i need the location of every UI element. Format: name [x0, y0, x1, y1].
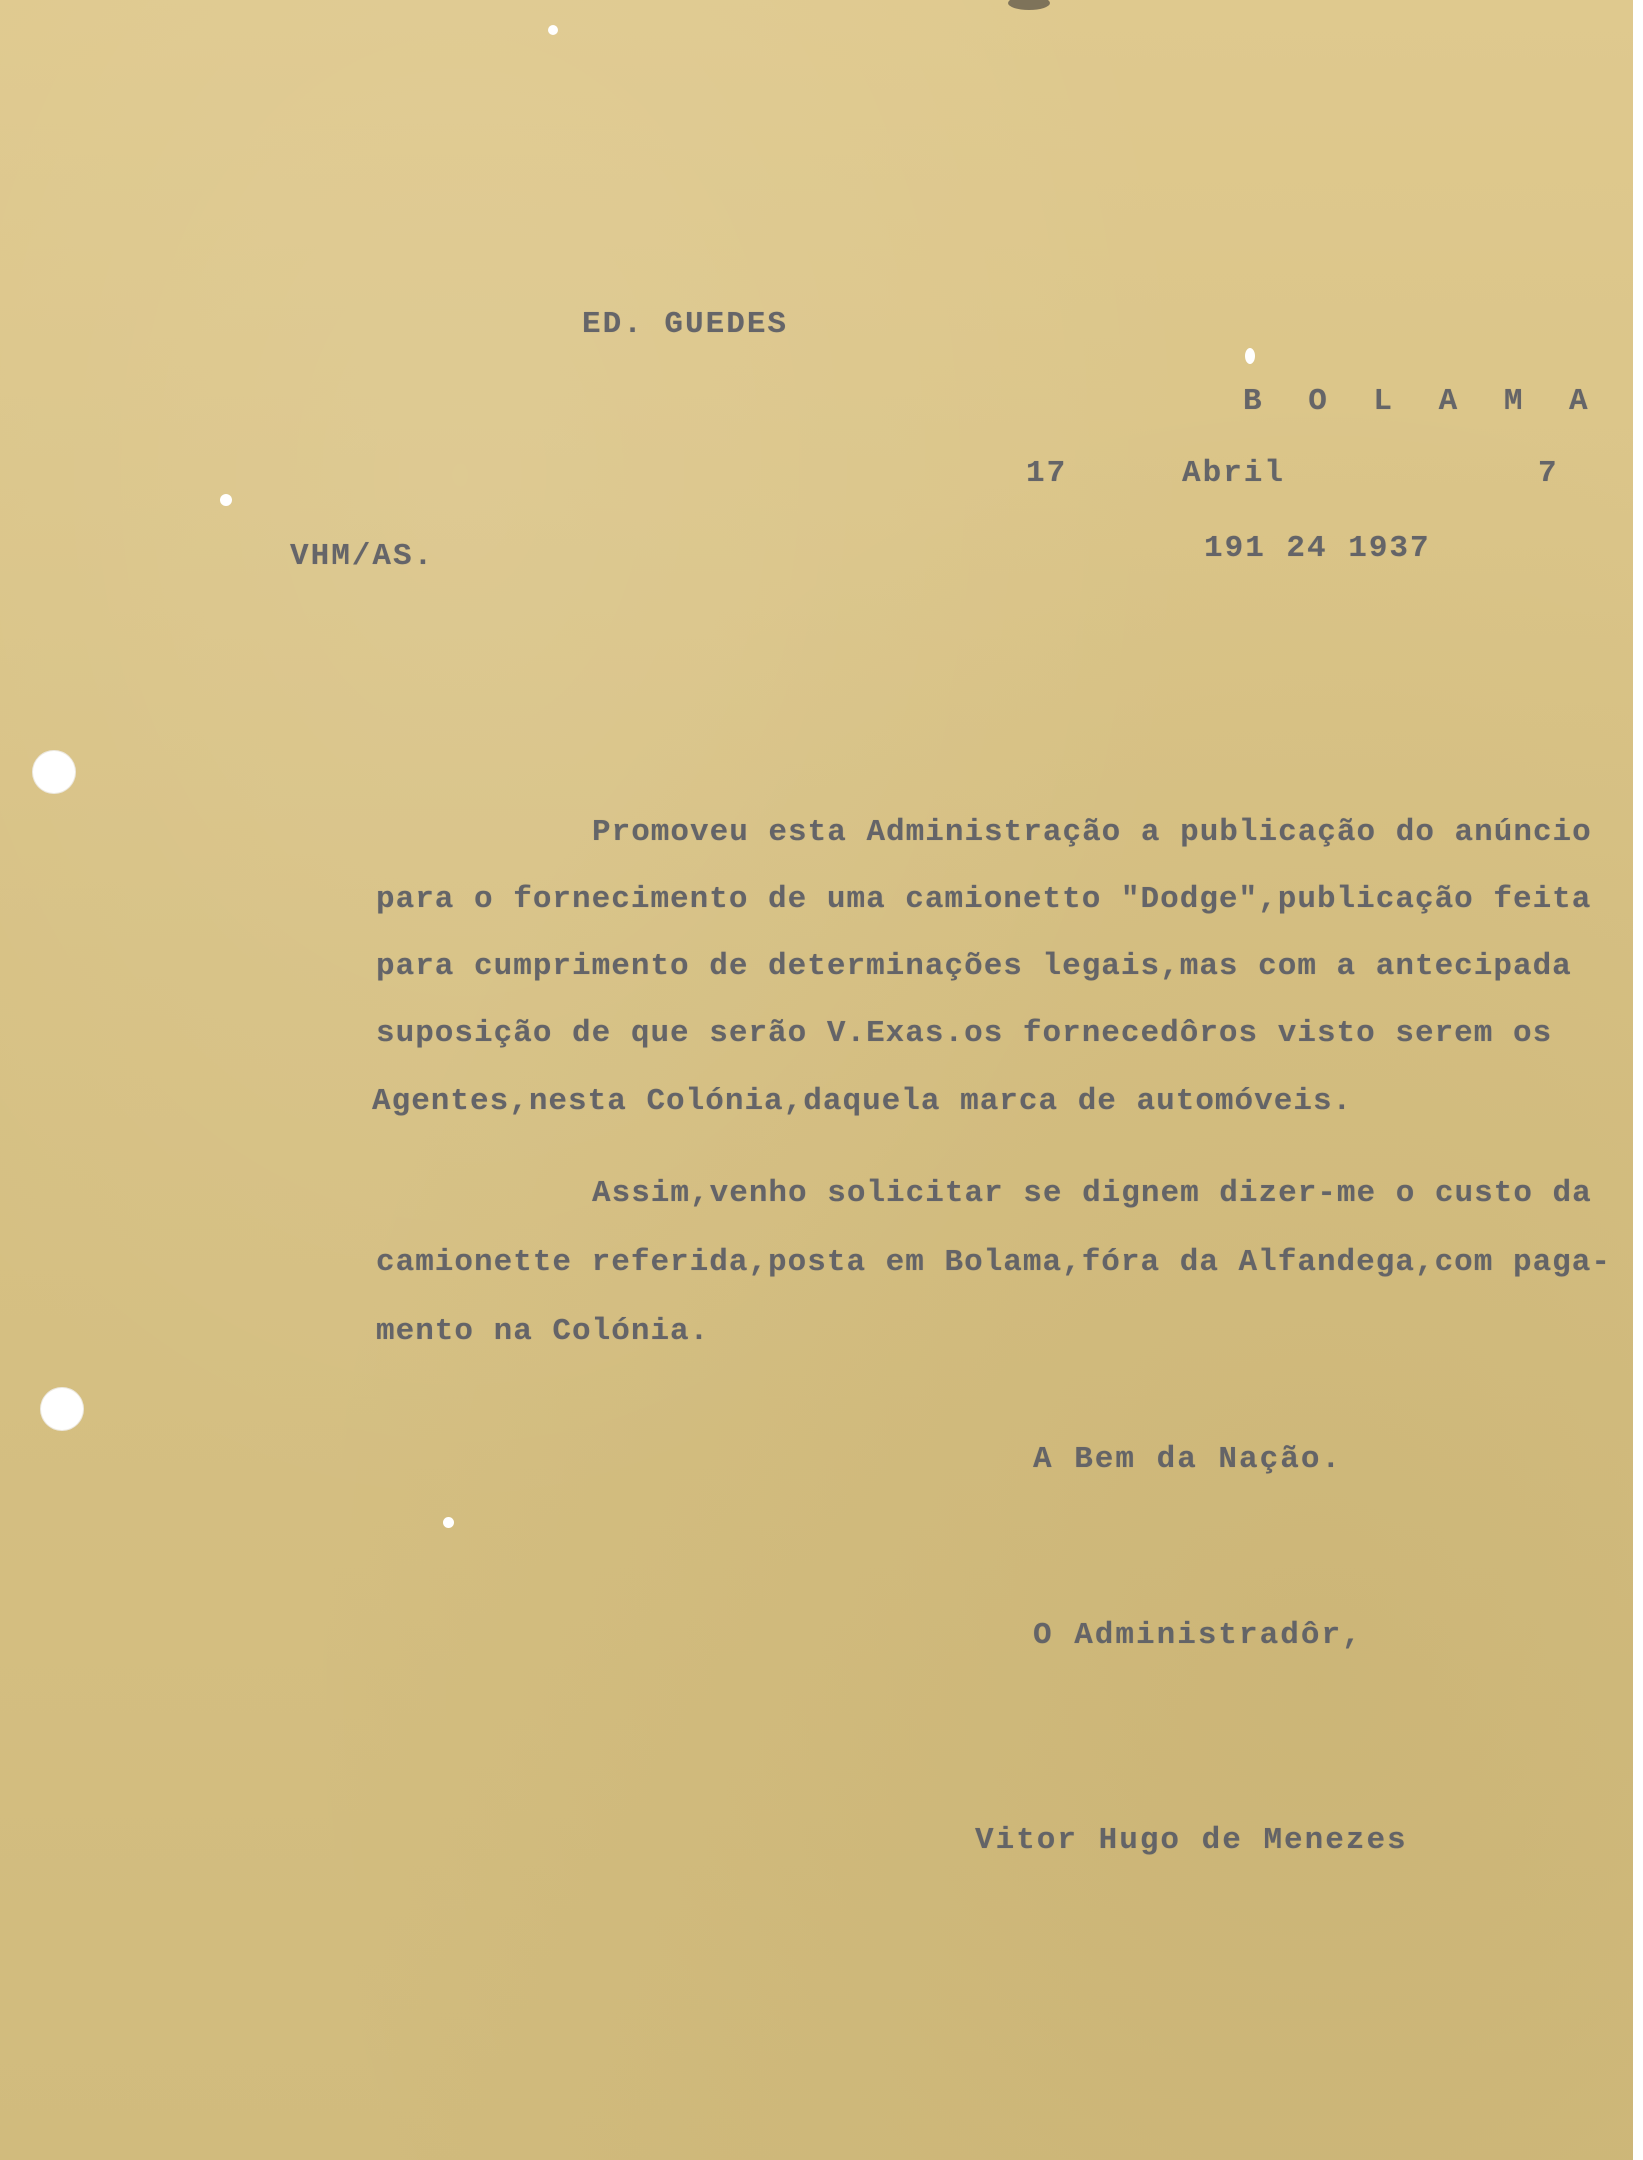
signatory-title: O Administradôr, — [1033, 1618, 1363, 1653]
paper-speck — [548, 25, 558, 35]
date-day: 17 — [1026, 456, 1068, 491]
company-name: ED. GUEDES — [582, 307, 789, 342]
body-line-7: camionette referida,posta em Bolama,fóra da Alfandega,com paga- — [376, 1245, 1611, 1280]
place-name: B O L A M A — [1243, 384, 1602, 419]
punch-hole-top — [32, 750, 76, 794]
body-line-3: para cumprimento de determinações legais,mas com a antecipada — [376, 949, 1572, 984]
paper-speck — [443, 1517, 454, 1528]
date-year-line: 191 24 1937 — [1204, 531, 1431, 566]
paper-speck — [1245, 348, 1255, 364]
date-month: Abril — [1182, 456, 1286, 491]
body-line-6: Assim,venho solicitar se dignem dizer-me o custo da — [592, 1176, 1592, 1211]
body-line-8: mento na Colónia. — [376, 1314, 710, 1349]
reference-code: VHM/AS. — [290, 539, 435, 574]
signatory-name: Vitor Hugo de Menezes — [975, 1823, 1408, 1858]
paper-mark — [1008, 0, 1050, 10]
body-line-5: Agentes,nesta Colónia,daquela marca de automóveis. — [372, 1084, 1353, 1119]
body-line-1: Promoveu esta Administração a publicação do anúncio — [592, 815, 1592, 850]
paper-speck — [220, 494, 232, 506]
punch-hole-bottom — [40, 1387, 84, 1431]
page-edge — [1633, 0, 1643, 2160]
date-year-digit: 7 — [1538, 456, 1559, 491]
body-line-2: para o fornecimento de uma camionetto "Dodge",publicação feita — [376, 882, 1592, 917]
body-line-4: suposição de que serão V.Exas.os fornecedôros visto serem os — [376, 1016, 1553, 1051]
closing-salutation: A Bem da Nação. — [1033, 1442, 1343, 1477]
